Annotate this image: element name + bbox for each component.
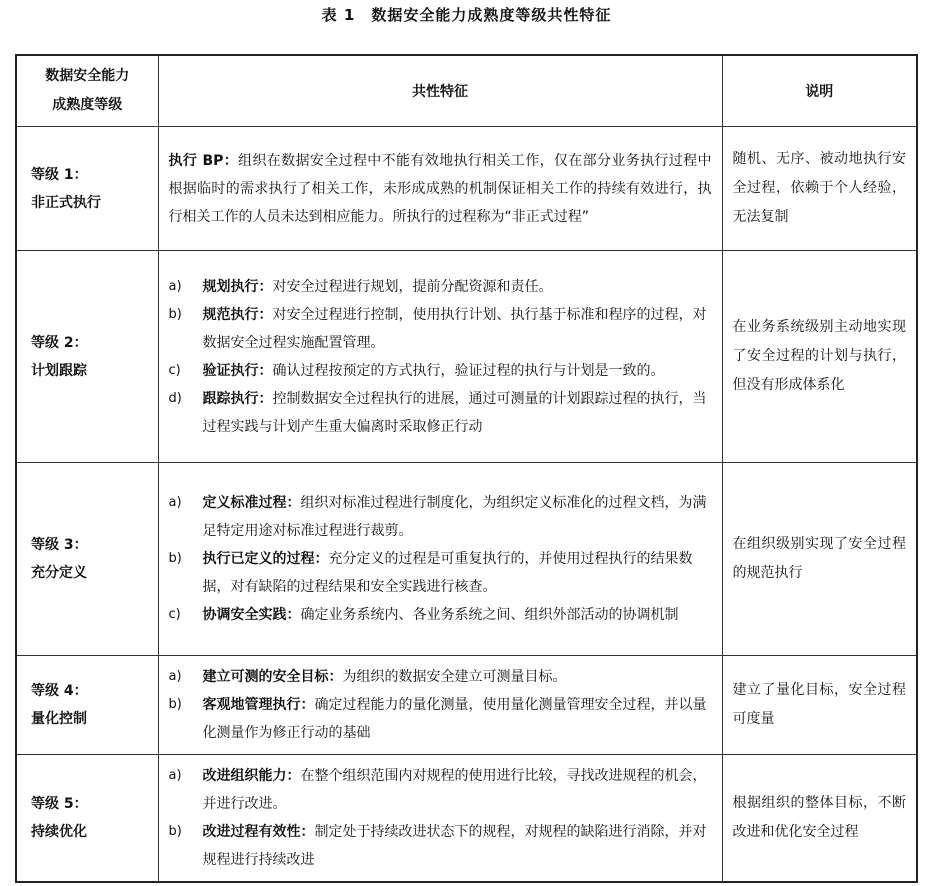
item-title: 规范执行： — [202, 306, 273, 323]
level-name: 充分定义 — [31, 565, 87, 581]
item-text: 对安全过程进行规划，提前分配资源和责任。 — [272, 278, 553, 295]
item-title: 建立可测的安全目标： — [202, 669, 343, 685]
list-item — [169, 273, 712, 301]
item-title: 协调安全实践： — [202, 607, 301, 623]
level-name: 量化控制 — [31, 711, 87, 727]
list-item — [169, 818, 712, 874]
list-item — [169, 691, 712, 747]
features-cell — [158, 755, 722, 883]
table-row — [16, 251, 917, 463]
note-cell: 建立了量化目标，安全过程可度量 — [722, 656, 917, 755]
item-title: 跟踪执行： — [202, 390, 273, 407]
header-level-line1: 数据安全能力 — [45, 68, 130, 84]
level-cell — [16, 656, 158, 755]
item-marker: c) — [168, 362, 181, 378]
table-row — [16, 463, 917, 656]
level-number: 等级 1： — [31, 166, 88, 183]
list-item — [169, 762, 712, 818]
level-name: 计划跟踪 — [31, 362, 87, 379]
table-row — [16, 755, 917, 883]
item-text: 充分定义的过程是可重复执行的，并使用过程执行的结果数据，对有缺陷的过程结果和安全实践进行核查。 — [202, 551, 693, 595]
table-row — [16, 127, 917, 251]
item-title: 规划执行： — [202, 278, 273, 295]
note-cell: 在业务系统级别主动地实现了安全过程的计划与执行，但没有形成体系化 — [722, 251, 917, 463]
level-number: 等级 2： — [31, 334, 88, 351]
list-item — [169, 545, 712, 601]
item-marker: c) — [168, 607, 181, 622]
table-header-row — [16, 55, 917, 127]
item-title: 改进过程有效性： — [202, 824, 315, 840]
list-item — [169, 301, 712, 357]
item-text: 在整个组织范围内对规程的使用进行比较，寻找改进规程的机会，并进行改进。 — [202, 768, 707, 812]
item-title: 验证执行： — [202, 362, 273, 379]
list-item — [169, 489, 712, 545]
item-text: 确定过程能力的量化测量，使用量化测量管理安全过程，并以量化测量作为修正行动的基础 — [202, 697, 707, 741]
features-cell — [158, 463, 722, 656]
item-text: 组织对标准过程进行制度化，为组织定义标准化的过程文档，为满足特定用途对标准过程进行裁剪。 — [202, 495, 707, 539]
features-cell — [158, 127, 722, 251]
item-marker: d) — [168, 390, 182, 406]
item-marker: a) — [168, 768, 182, 783]
level-cell — [16, 463, 158, 656]
header-level-line2: 成熟度等级 — [52, 97, 123, 113]
features-cell — [158, 656, 722, 755]
features-cell — [158, 251, 722, 463]
header-features: 共性特征 — [158, 55, 722, 127]
note-cell: 在组织级别实现了安全过程的规范执行 — [722, 463, 917, 656]
header-note: 说明 — [722, 55, 917, 127]
item-marker: a) — [168, 669, 182, 684]
item-text: 为组织的数据安全建立可测量目标。 — [342, 669, 567, 685]
list-item — [169, 601, 712, 629]
level-cell — [16, 251, 158, 463]
item-text: 确认过程按预定的方式执行，验证过程的执行与计划是一致的。 — [272, 362, 665, 379]
table-caption: 表 1 数据安全能力成熟度等级共性特征 — [321, 6, 612, 24]
item-title: 客观地管理执行： — [202, 697, 315, 713]
item-marker: b) — [168, 551, 182, 566]
item-marker: b) — [168, 824, 182, 839]
table-row — [16, 656, 917, 755]
item-title: 定义标准过程： — [202, 495, 301, 511]
item-text: 控制数据安全过程执行的进展，通过可测量的计划跟踪过程的执行，当过程实践与计划产生重大偏离时采取修正行动 — [202, 390, 707, 435]
item-text: 制定处于持续改进状态下的规程，对规程的缺陷进行消除，并对规程进行持续改进 — [202, 824, 707, 868]
list-item — [169, 385, 712, 441]
level-cell — [16, 755, 158, 883]
item-text: 确定业务系统内、各业务系统之间、组织外部活动的协调机制 — [300, 607, 679, 623]
item-text: 对安全过程进行控制，使用执行计划、执行基于标准和程序的过程，对数据安全过程实施配置管理。 — [202, 306, 707, 351]
list-item — [169, 663, 712, 691]
item-marker: b) — [168, 306, 182, 322]
level-cell — [16, 127, 158, 251]
header-level — [16, 55, 158, 127]
feature-title: 执行 BP： — [168, 152, 239, 169]
item-marker: b) — [168, 697, 182, 712]
maturity-table — [15, 54, 918, 883]
note-cell: 根据组织的整体目标，不断改进和优化安全过程 — [722, 755, 917, 883]
level-number: 等级 4： — [31, 683, 88, 699]
level-name: 非正式执行 — [31, 194, 101, 211]
level-name: 持续优化 — [31, 824, 87, 840]
level-number: 等级 3： — [31, 537, 88, 553]
item-title: 改进组织能力： — [202, 768, 301, 784]
level-number: 等级 5： — [31, 796, 88, 812]
list-item — [169, 357, 712, 385]
item-marker: a) — [168, 278, 182, 294]
note-cell: 随机、无序、被动地执行安全过程，依赖于个人经验，无法复制 — [722, 127, 917, 251]
feature-text: 组织在数据安全过程中不能有效地执行相关工作，仅在部分业务执行过程中根据临时的需求执行了相关工作，未形成成熟的机制保证相关工作的持续有效进行，执行相关工作的人员未达到相应能力。所执行的过程称为“非正式过程” — [168, 152, 712, 225]
item-title: 执行已定义的过程： — [202, 551, 329, 567]
item-marker: a) — [168, 495, 182, 510]
